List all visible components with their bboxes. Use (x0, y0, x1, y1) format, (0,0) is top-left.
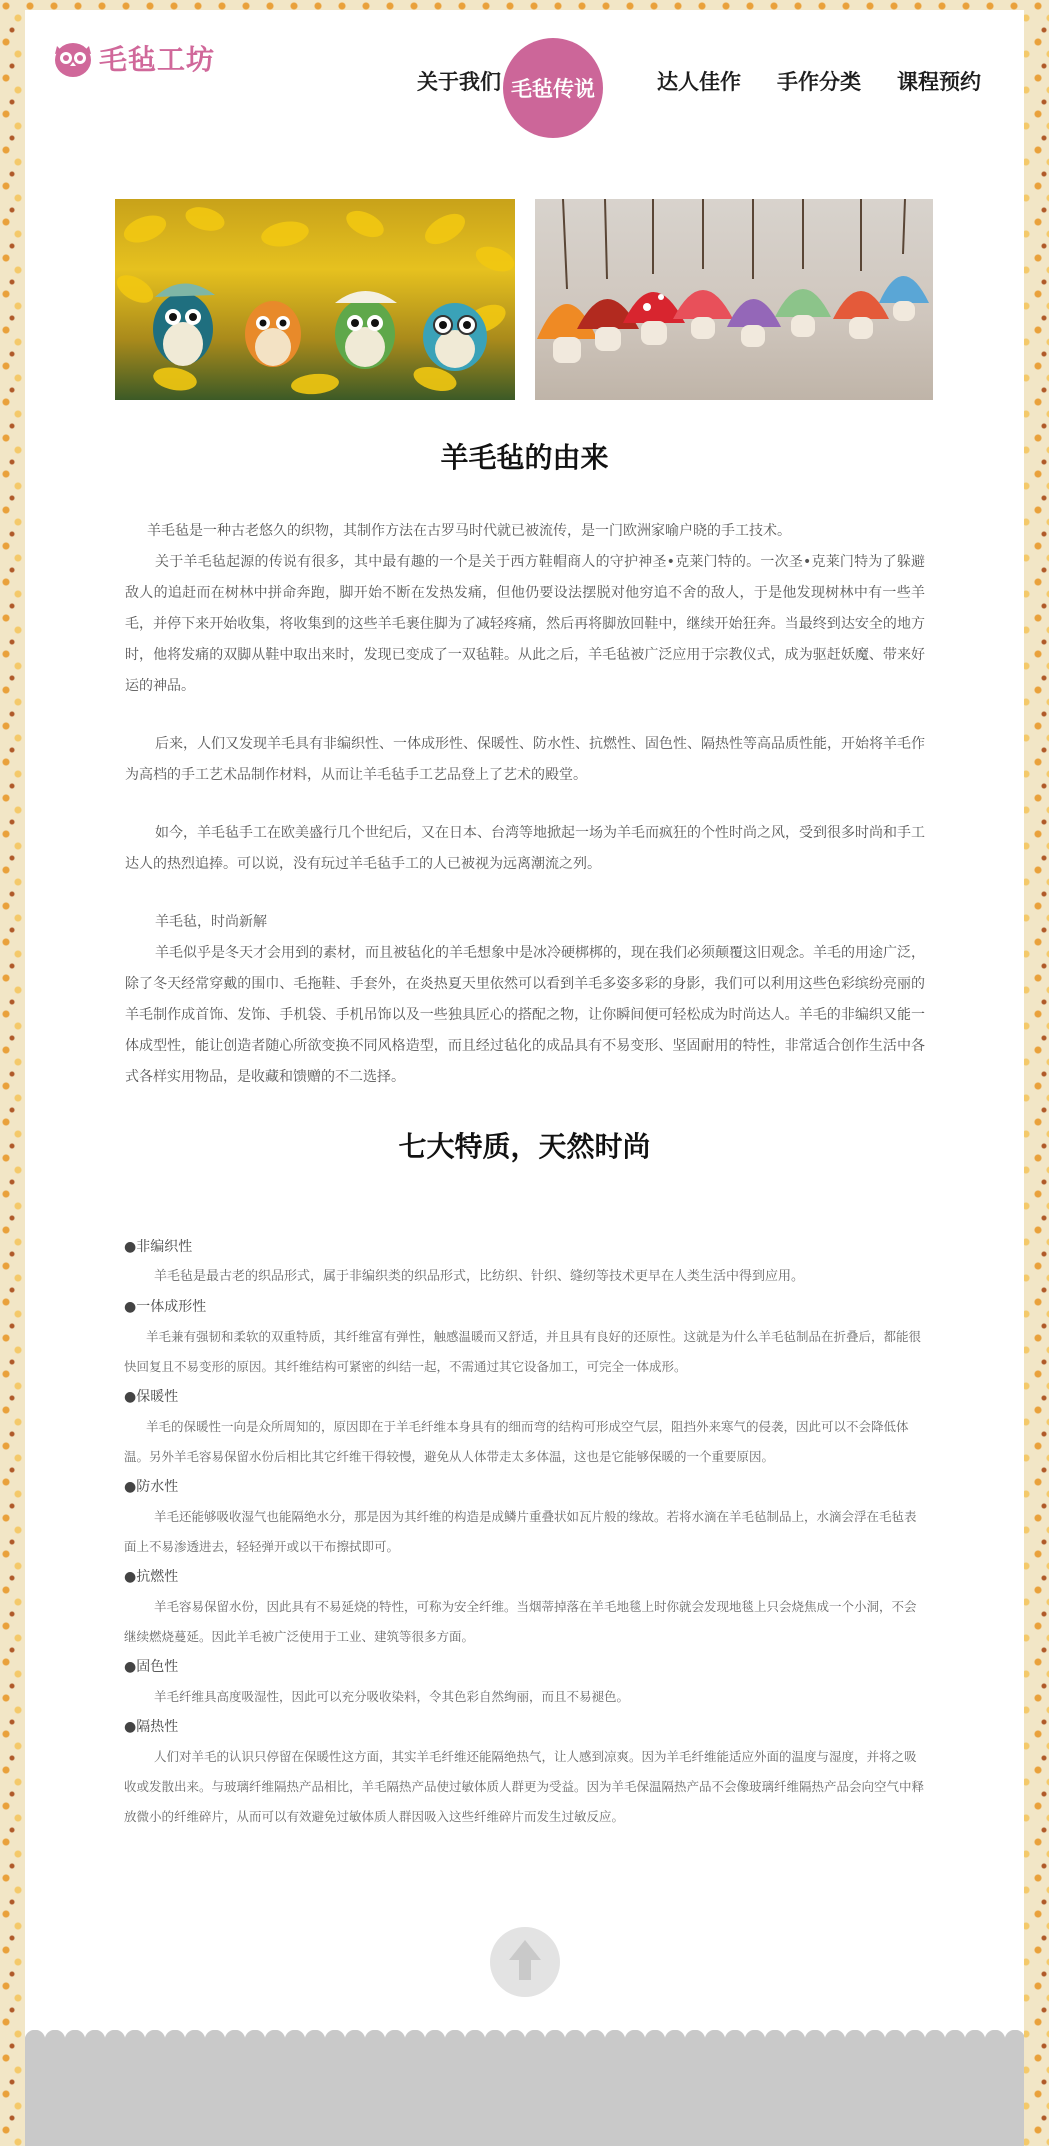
paragraph: 羊毛似乎是冬天才会用到的素材，而且被毡化的羊毛想象中是冰冷硬梆梆的，现在我们必须颠覆这旧观念。羊毛的用途广泛，除了冬天经常穿戴的围巾、毛拖鞋、手套外，在炎热夏天里依然可以看到羊毛多姿多彩的身影，我们可以利用这些色彩缤纷亮丽的羊毛制作成首饰、发饰、手机袋、手机吊饰以及一些独具匠心的搭配之物，让你瞬间便可轻松成为时尚达人。羊毛的非编织又能一体成型性，能让创造者随心所欲变换不同风格造型，而且经过毡化的成品具有不易变形、坚固耐用的特性，非常适合创作生活中各式各样实用物品，是收藏和馈赠的不二选择。 (125, 945, 925, 1085)
section-title-features: 七大特质，天然时尚 (398, 1130, 651, 1163)
site-logo[interactable] (51, 36, 215, 80)
paragraph: 关于羊毛毡起源的传说有很多，其中最有趣的一个是关于西方鞋帽商人的守护神圣•克莱门特的。一次圣•克莱门特为了躲避敌人的追赶而在树林中拼命奔跑，脚开始不断在发热发痛，但他仍要设法摆脱对他穷追不舍的敌人，于是他发现树林中有一些羊毛，并停下来开始收集，将收集到的这些羊毛裹住脚为了减轻疼痛，然后再将脚放回鞋中，继续开始狂奔。当最终到达安全的地方时，他将发痛的双脚从鞋中取出来时，发现已变成了一双毡鞋。从此之后，羊毛毡被广泛应用于宗教仪式，成为驱赶妖魔、带来好运的神品。 (125, 554, 925, 694)
nav-item-legend-active[interactable]: 毛毡传说 (503, 38, 603, 138)
feature-desc: 羊毛还能够吸收湿气也能隔绝水分，那是因为其纤维的构造是成鳞片重叠状如瓦片般的缘故。若将水滴在羊毛毡制品上，水滴会浮在毛毡表面上不易渗透进去，轻轻弹开或以干布擦拭即可。 (124, 1509, 917, 1554)
footer (25, 2040, 1024, 2146)
section-title-origin: 羊毛毡的由来 (440, 441, 609, 474)
feature-name: ●抗燃性 (124, 1569, 179, 1585)
paragraph: 后来，人们又发现羊毛具有非编织性、一体成形性、保暖性、防水性、抗燃性、固色性、隔热性等高品质性能，开始将羊毛作为高档的手工艺术品制作材料，从而让羊毛毡手工艺品登上了艺术的殿堂。 (125, 736, 925, 783)
subheading: 羊毛毡，时尚新解 (155, 914, 267, 930)
back-to-top-button[interactable] (490, 1927, 560, 1997)
feature-desc: 人们对羊毛的认识只停留在保暖性这方面，其实羊毛纤维还能隔绝热气，让人感到凉爽。因为羊毛纤维能适应外面的温度与湿度，并将之吸收或发散出来。与玻璃纤维隔热产品相比，羊毛隔热产品使过敏体质人群更为受益。因为羊毛保温隔热产品不会像玻璃纤维隔热产品会向空气中释放微小的纤维碎片，从而可以有效避免过敏体质人群因吸入这些纤维碎片而发生过敏反应。 (124, 1749, 925, 1824)
feature-name: ●固色性 (124, 1659, 179, 1675)
paragraph: 羊毛毡是一种古老悠久的织物，其制作方法在古罗马时代就已被流传，是一门欧洲家喻户晓的手工技术。 (147, 523, 791, 539)
logo-text: 毛毡工坊 (99, 43, 216, 76)
feature-item (124, 1292, 925, 1382)
page-container (25, 10, 1024, 2146)
nav-item-works[interactable]: 达人佳作 (657, 70, 741, 94)
feature-item (124, 1652, 925, 1712)
feature-name: ●保暖性 (124, 1389, 179, 1405)
feature-desc: 羊毛纤维具高度吸湿性，因此可以充分吸收染料，令其色彩自然绚丽，而且不易褪色。 (154, 1689, 630, 1704)
feature-item (124, 1562, 925, 1652)
feature-name: ●非编织性 (124, 1239, 193, 1255)
felt-mushrooms-photo (535, 199, 933, 400)
nav-item-categories[interactable]: 手作分类 (777, 70, 861, 94)
footer-scallop-edge (25, 2030, 1024, 2050)
feature-name: ●防水性 (124, 1479, 179, 1495)
feature-name: ●一体成形性 (124, 1299, 207, 1315)
features-list (124, 1232, 925, 1832)
feature-desc: 羊毛的保暖性一向是众所周知的，原因即在于羊毛纤维本身具有的细而弯的结构可形成空气层，阻挡外来寒气的侵袭，因此可以不会降低体温。另外羊毛容易保留水份后相比其它纤维干得较慢，避免从人体带走太多体温，这也是它能够保暖的一个重要原因。 (124, 1419, 909, 1464)
feature-desc: 羊毛容易保留水份，因此具有不易延烧的特性，可称为安全纤维。当烟蒂掉落在羊毛地毯上时你就会发现地毯上只会烧焦成一个小洞，不会继续燃烧蔓延。因此羊毛被广泛使用于工业、建筑等很多方面。 (124, 1599, 917, 1644)
feature-item (124, 1712, 925, 1832)
main-nav (385, 38, 1005, 138)
feature-desc: 羊毛兼有强韧和柔软的双重特质，其纤维富有弹性，触感温暖而又舒适，并且具有良好的还原性。这就是为什么羊毛毡制品在折叠后，都能很快回复且不易变形的原因。其纤维结构可紧密的纠结一起，不需通过其它设备加工，可完全一体成形。 (124, 1329, 922, 1374)
nav-item-booking[interactable]: 课程预约 (897, 70, 981, 94)
paragraph: 如今，羊毛毡手工在欧美盛行几个世纪后，又在日本、台湾等地掀起一场为羊毛而疯狂的个性时尚之风，受到很多时尚和手工达人的热烈追捧。可以说，没有玩过羊毛毡手工的人已被视为远离潮流之列。 (125, 825, 925, 872)
feature-desc: 羊毛毡是最古老的织品形式，属于非编织类的织品形式，比纺织、针织、缝纫等技术更早在人类生活中得到应用。 (154, 1269, 805, 1284)
feature-item (124, 1472, 925, 1562)
origin-text (125, 516, 925, 1093)
feature-item (124, 1232, 925, 1292)
nav-item-about[interactable]: 关于我们 (417, 70, 501, 94)
feature-item (124, 1382, 925, 1472)
arrow-up-icon (505, 1936, 545, 1988)
feature-name: ●隔热性 (124, 1719, 179, 1735)
felt-birds-photo (115, 199, 515, 400)
owl-logo-icon (51, 36, 95, 80)
